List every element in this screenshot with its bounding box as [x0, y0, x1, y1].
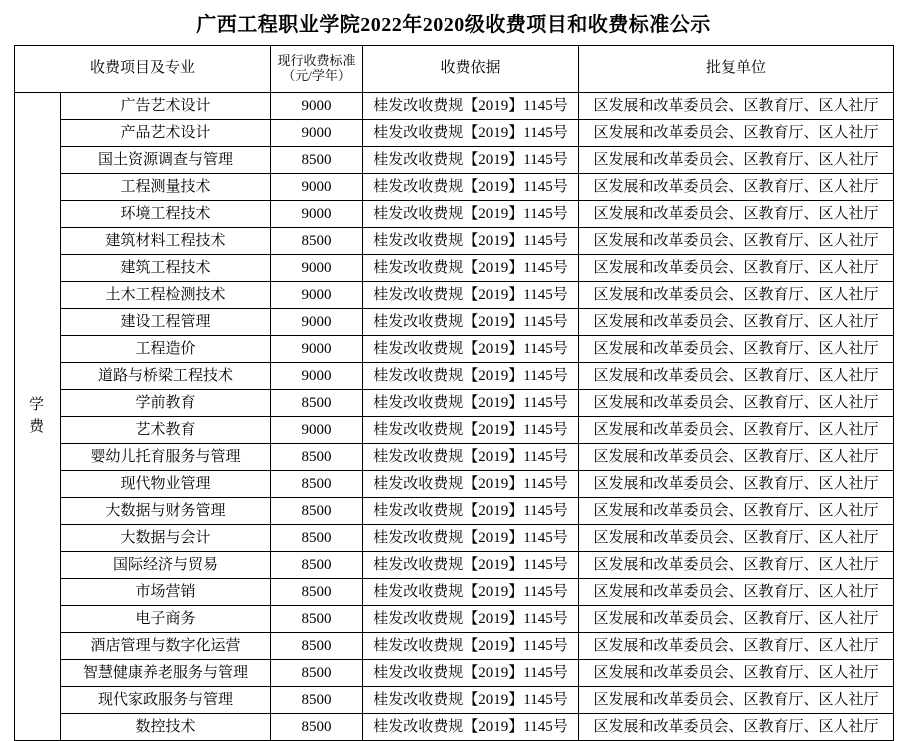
- cell-major: 建设工程管理: [61, 309, 271, 336]
- cell-major: 道路与桥梁工程技术: [61, 363, 271, 390]
- table-row: [15, 417, 894, 444]
- column-header-basis: 收费依据: [363, 46, 579, 93]
- category-label: 学 费: [28, 396, 46, 435]
- table-row: [15, 228, 894, 255]
- cell-major: 电子商务: [61, 606, 271, 633]
- cell-standard: 8500: [271, 498, 363, 525]
- cell-approver: 区发展和改革委员会、区教育厅、区人社厅: [579, 471, 894, 498]
- cell-standard: 9000: [271, 120, 363, 147]
- cell-approver: 区发展和改革委员会、区教育厅、区人社厅: [579, 687, 894, 714]
- cell-major: 酒店管理与数字化运营: [61, 633, 271, 660]
- cell-approver: 区发展和改革委员会、区教育厅、区人社厅: [579, 282, 894, 309]
- cell-approver: 区发展和改革委员会、区教育厅、区人社厅: [579, 309, 894, 336]
- cell-major: 婴幼儿托育服务与管理: [61, 444, 271, 471]
- cell-basis: 桂发改收费规【2019】1145号: [363, 417, 579, 444]
- cell-standard: 8500: [271, 606, 363, 633]
- cell-approver: 区发展和改革委员会、区教育厅、区人社厅: [579, 498, 894, 525]
- cell-approver: 区发展和改革委员会、区教育厅、区人社厅: [579, 174, 894, 201]
- table-row: [15, 579, 894, 606]
- cell-approver: 区发展和改革委员会、区教育厅、区人社厅: [579, 201, 894, 228]
- cell-approver: 区发展和改革委员会、区教育厅、区人社厅: [579, 525, 894, 552]
- table-row: [15, 93, 894, 120]
- table-row: [15, 660, 894, 687]
- cell-standard: 8500: [271, 228, 363, 255]
- cell-major: 现代物业管理: [61, 471, 271, 498]
- table-row: [15, 552, 894, 579]
- table-row: [15, 363, 894, 390]
- cell-major: 国际经济与贸易: [61, 552, 271, 579]
- table-row: [15, 687, 894, 714]
- cell-approver: 区发展和改革委员会、区教育厅、区人社厅: [579, 147, 894, 174]
- table-row: [15, 336, 894, 363]
- table-body: [15, 93, 894, 741]
- cell-major: 市场营销: [61, 579, 271, 606]
- table-row: [15, 444, 894, 471]
- cell-approver: 区发展和改革委员会、区教育厅、区人社厅: [579, 93, 894, 120]
- cell-major: 工程造价: [61, 336, 271, 363]
- cell-basis: 桂发改收费规【2019】1145号: [363, 525, 579, 552]
- cell-standard: 9000: [271, 201, 363, 228]
- cell-basis: 桂发改收费规【2019】1145号: [363, 471, 579, 498]
- cell-approver: 区发展和改革委员会、区教育厅、区人社厅: [579, 444, 894, 471]
- table-row: [15, 147, 894, 174]
- column-header-item-major: 收费项目及专业: [15, 46, 271, 93]
- cell-approver: 区发展和改革委员会、区教育厅、区人社厅: [579, 363, 894, 390]
- table-row: [15, 120, 894, 147]
- table-row: [15, 255, 894, 282]
- cell-standard: 9000: [271, 417, 363, 444]
- table-row: [15, 633, 894, 660]
- table-row: [15, 498, 894, 525]
- cell-major: 土木工程检测技术: [61, 282, 271, 309]
- table-row: [15, 390, 894, 417]
- cell-major: 现代家政服务与管理: [61, 687, 271, 714]
- cell-major: 大数据与会计: [61, 525, 271, 552]
- cell-basis: 桂发改收费规【2019】1145号: [363, 120, 579, 147]
- cell-standard: 8500: [271, 579, 363, 606]
- column-header-approver: 批复单位: [579, 46, 894, 93]
- table-row: [15, 606, 894, 633]
- cell-standard: 8500: [271, 633, 363, 660]
- cell-approver: 区发展和改革委员会、区教育厅、区人社厅: [579, 579, 894, 606]
- table-row: [15, 201, 894, 228]
- cell-standard: 9000: [271, 93, 363, 120]
- cell-major: 产品艺术设计: [61, 120, 271, 147]
- cell-major: 艺术教育: [61, 417, 271, 444]
- cell-basis: 桂发改收费规【2019】1145号: [363, 552, 579, 579]
- cell-standard: 9000: [271, 336, 363, 363]
- cell-approver: 区发展和改革委员会、区教育厅、区人社厅: [579, 633, 894, 660]
- cell-basis: 桂发改收费规【2019】1145号: [363, 714, 579, 741]
- cell-basis: 桂发改收费规【2019】1145号: [363, 147, 579, 174]
- table-header-row: [15, 46, 894, 93]
- table-header: [15, 46, 894, 93]
- cell-standard: 8500: [271, 525, 363, 552]
- cell-basis: 桂发改收费规【2019】1145号: [363, 93, 579, 120]
- page-title: 广西工程职业学院2022年2020级收费项目和收费标准公示: [196, 14, 711, 36]
- cell-major: 环境工程技术: [61, 201, 271, 228]
- cell-approver: 区发展和改革委员会、区教育厅、区人社厅: [579, 255, 894, 282]
- cell-approver: 区发展和改革委员会、区教育厅、区人社厅: [579, 606, 894, 633]
- cell-major: 学前教育: [61, 390, 271, 417]
- cell-approver: 区发展和改革委员会、区教育厅、区人社厅: [579, 336, 894, 363]
- cell-basis: 桂发改收费规【2019】1145号: [363, 606, 579, 633]
- cell-basis: 桂发改收费规【2019】1145号: [363, 309, 579, 336]
- cell-standard: 8500: [271, 390, 363, 417]
- cell-basis: 桂发改收费规【2019】1145号: [363, 255, 579, 282]
- cell-major: 国土资源调查与管理: [61, 147, 271, 174]
- cell-major: 广告艺术设计: [61, 93, 271, 120]
- cell-standard: 8500: [271, 147, 363, 174]
- cell-approver: 区发展和改革委员会、区教育厅、区人社厅: [579, 228, 894, 255]
- cell-basis: 桂发改收费规【2019】1145号: [363, 498, 579, 525]
- table-row: [15, 525, 894, 552]
- table-row: [15, 471, 894, 498]
- cell-basis: 桂发改收费规【2019】1145号: [363, 336, 579, 363]
- cell-approver: 区发展和改革委员会、区教育厅、区人社厅: [579, 660, 894, 687]
- cell-major: 大数据与财务管理: [61, 498, 271, 525]
- cell-approver: 区发展和改革委员会、区教育厅、区人社厅: [579, 714, 894, 741]
- category-cell-tuition: [15, 93, 61, 741]
- cell-basis: 桂发改收费规【2019】1145号: [363, 444, 579, 471]
- cell-standard: 8500: [271, 714, 363, 741]
- cell-standard: 9000: [271, 363, 363, 390]
- cell-basis: 桂发改收费规【2019】1145号: [363, 390, 579, 417]
- cell-major: 建筑材料工程技术: [61, 228, 271, 255]
- cell-basis: 桂发改收费规【2019】1145号: [363, 687, 579, 714]
- cell-basis: 桂发改收费规【2019】1145号: [363, 633, 579, 660]
- cell-major: 工程测量技术: [61, 174, 271, 201]
- column-header-standard: 现行收费标准（元/学年）: [271, 46, 363, 93]
- cell-basis: 桂发改收费规【2019】1145号: [363, 363, 579, 390]
- cell-approver: 区发展和改革委员会、区教育厅、区人社厅: [579, 390, 894, 417]
- cell-standard: 8500: [271, 687, 363, 714]
- table-row: [15, 174, 894, 201]
- cell-standard: 8500: [271, 552, 363, 579]
- cell-standard: 9000: [271, 174, 363, 201]
- cell-approver: 区发展和改革委员会、区教育厅、区人社厅: [579, 552, 894, 579]
- cell-standard: 8500: [271, 660, 363, 687]
- cell-standard: 9000: [271, 309, 363, 336]
- cell-basis: 桂发改收费规【2019】1145号: [363, 660, 579, 687]
- fee-standards-table: [14, 45, 894, 741]
- table-row: [15, 309, 894, 336]
- cell-approver: 区发展和改革委员会、区教育厅、区人社厅: [579, 417, 894, 444]
- cell-standard: 9000: [271, 282, 363, 309]
- cell-basis: 桂发改收费规【2019】1145号: [363, 174, 579, 201]
- cell-approver: 区发展和改革委员会、区教育厅、区人社厅: [579, 120, 894, 147]
- cell-basis: 桂发改收费规【2019】1145号: [363, 579, 579, 606]
- cell-basis: 桂发改收费规【2019】1145号: [363, 282, 579, 309]
- cell-major: 数控技术: [61, 714, 271, 741]
- cell-major: 建筑工程技术: [61, 255, 271, 282]
- table-row: [15, 282, 894, 309]
- cell-standard: 8500: [271, 471, 363, 498]
- cell-standard: 8500: [271, 444, 363, 471]
- cell-basis: 桂发改收费规【2019】1145号: [363, 201, 579, 228]
- cell-basis: 桂发改收费规【2019】1145号: [363, 228, 579, 255]
- table-row: [15, 714, 894, 741]
- cell-major: 智慧健康养老服务与管理: [61, 660, 271, 687]
- cell-standard: 9000: [271, 255, 363, 282]
